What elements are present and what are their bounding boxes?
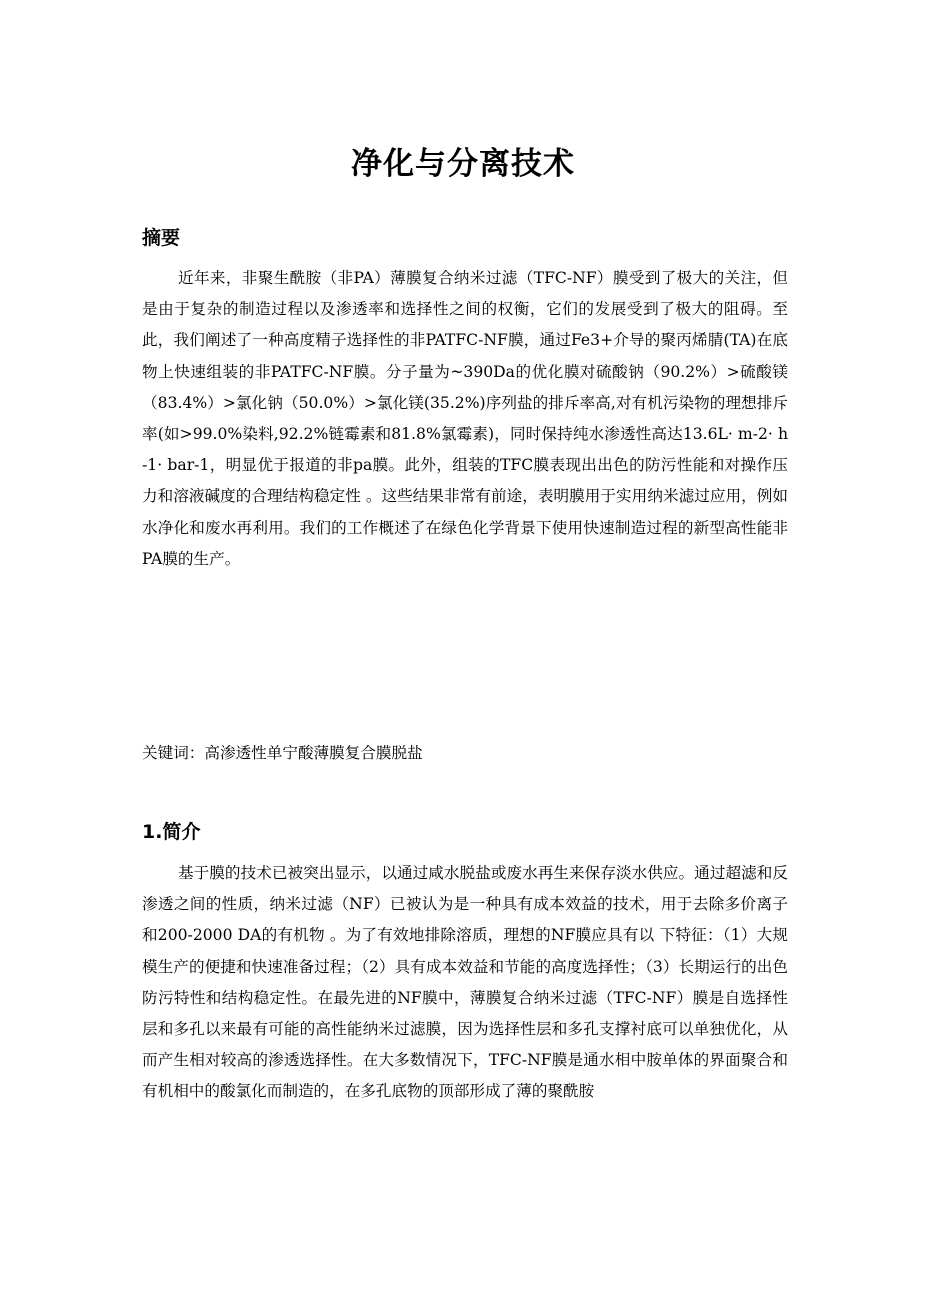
document-title: 净化与分离技术 bbox=[351, 146, 575, 182]
abstract-paragraph: 近年来，非聚生酰胺（非PA）薄膜复合纳米过滤（TFC-NF）膜受到了极大的关注，但是由于复杂的制造过程以及渗透率和选择性之间的权衡，它们的发展受到了极大的阻碍。至此，我们阐述了一种高度精子选择性的非PATFC-NF膜，通过Fe3+介导的聚丙烯腈(TA)在底物上快速组装的非PATFC-NF膜。分子量为~390Da的优化膜对硫酸钠（90.2%）>硫酸镁（83.4%）>氯化钠（50.0%）>氯化镁(35.2%)序列盐的排斥率高,对有机污染物的理想排斥率(如>99.0%染料,92.2%链霉素和81.8%氯霉素)，同时保持纯水渗透性高达13.6L· m-2· h-1· bar-1，明显优于报道的非pa膜。此外，组装的TFC膜表现出出色的防污性能和对操作压力和溶液碱度的合理结构稳定性 。这些结果非常有前途，表明膜用于实用纳米滤过应用，例如水净化和废水再利用。我们的工作概述了在绿色化学背景下使用快速制造过程的新型高性能非PA膜的生产。 bbox=[142, 269, 788, 568]
abstract-heading: 摘要 bbox=[142, 227, 181, 249]
introduction-heading: 1.简介 bbox=[142, 821, 201, 843]
keywords-line: 关键词：高渗透性单宁酸薄膜复合膜脱盐 bbox=[142, 744, 423, 762]
introduction-paragraph: 基于膜的技术已被突出显示，以通过咸水脱盐或废水再生来保存淡水供应。通过超滤和反渗透之间的性质，纳米过滤（NF）已被认为是一种具有成本效益的技术，用于去除多价离子和200-2000 DA的有机物 。为了有效地排除溶质，理想的NF膜应具有以 下特征：（1）大规模生产的便捷和快速准备过程；（2）具有成本效益和节能的高度选择性；（3）长期运行的出色防污特性和结构稳定性。在最先进的NF膜中，薄膜复合纳米过滤（TFC-NF）膜是自选择性层和多孔以来最有可能的高性能纳米过滤膜，因为选择性层和多孔支撑衬底可以单独优化，从而产生相对较高的渗透选择性。在大多数情况下，TFC-NF膜是通水相中胺单体的界面聚合和有机相中的酸氯化而制造的，在多孔底物的顶部形成了薄的聚酰胺 bbox=[142, 864, 788, 1101]
